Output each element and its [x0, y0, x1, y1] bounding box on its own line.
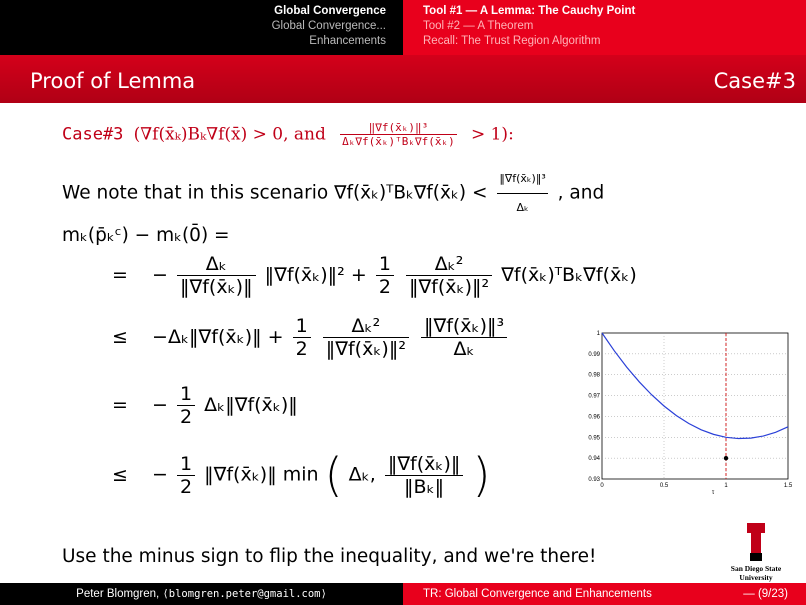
- top-navigation-bar: [0, 0, 806, 55]
- fraction: [421, 315, 507, 360]
- note-fraction: [497, 165, 547, 222]
- case-fraction: [340, 121, 457, 148]
- numerator: Δₖ: [177, 253, 256, 276]
- x-tick-label: 1.5: [783, 483, 793, 489]
- numerator: 1: [177, 453, 195, 476]
- numerator: Δₖ²: [323, 315, 409, 338]
- frame-tag: Case#3: [713, 69, 796, 93]
- fraction: [177, 253, 256, 298]
- section-link[interactable]: Global Convergence: [274, 5, 386, 17]
- case-condition-right: > 1):: [470, 124, 514, 145]
- minus-sign: −: [152, 394, 168, 416]
- y-tick-label: 0.96: [588, 414, 600, 421]
- equation-line-3: [112, 383, 298, 428]
- minus-sign: −: [152, 264, 168, 286]
- equation-line-4: [112, 448, 490, 502]
- footer-info: [403, 583, 806, 605]
- subsection-nav: [403, 0, 806, 55]
- subsection-link[interactable]: Tool #2 — A Theorem: [423, 20, 534, 32]
- relation-symbol: ≤: [112, 463, 128, 486]
- denominator: ‖∇f(x̄ₖ)‖: [180, 276, 253, 298]
- note-math: ∇f(x̄ₖ)ᵀBₖ∇f(x̄ₖ) <: [334, 182, 488, 204]
- term: ‖∇f(x̄ₖ)‖ min: [204, 463, 319, 486]
- subsection-link[interactable]: Recall: The Trust Region Algorithm: [423, 35, 601, 47]
- x-tick-label: 0.5: [659, 483, 669, 489]
- term: Δₖ,: [348, 463, 376, 486]
- y-tick-label: 0.94: [588, 456, 600, 463]
- denominator: Δₖ: [453, 338, 475, 360]
- case-heading: [62, 121, 514, 148]
- fraction: [323, 315, 409, 360]
- fraction: [385, 453, 464, 498]
- marker-point: [724, 456, 728, 460]
- y-tick-label: 0.99: [588, 351, 600, 358]
- denominator: 2: [295, 338, 308, 360]
- note-line-2: mₖ(p̄ₖᶜ) − mₖ(0̄) =: [62, 225, 230, 246]
- plot-frame: [602, 333, 788, 479]
- logo-base: [750, 553, 762, 561]
- closing-remark: Use the minus sign to flip the inequality, and we're there!: [62, 546, 597, 567]
- numerator: Δₖ²: [406, 253, 492, 276]
- numerator: 1: [376, 253, 394, 276]
- fraction: [376, 253, 394, 298]
- denominator: 2: [180, 406, 193, 428]
- fraction: [406, 253, 492, 298]
- relation-symbol: ≤: [112, 326, 128, 348]
- term: ‖∇f(x̄ₖ)‖² +: [264, 264, 367, 286]
- note-fraction-denominator: Δₖ: [516, 201, 529, 214]
- case-label: Case#3: [62, 124, 124, 145]
- denominator: ‖∇f(x̄ₖ)‖²: [325, 338, 406, 360]
- author-email[interactable]: ⟨blomgren.peter@gmail.com⟩: [162, 588, 327, 600]
- denominator: 2: [180, 475, 193, 498]
- right-paren: ): [472, 448, 491, 502]
- minus-sign: −: [152, 463, 168, 486]
- term: ∇f(x̄ₖ)ᵀBₖ∇f(x̄ₖ): [501, 264, 637, 286]
- relation-symbol: =: [112, 264, 128, 286]
- y-tick-label: 0.98: [588, 372, 600, 379]
- case-condition-left: (∇f(x̄ₖ)Bₖ∇f(x̄) > 0, and: [133, 124, 326, 145]
- y-tick-label: 1: [596, 331, 600, 337]
- note-fraction-numerator: ‖∇f(x̄ₖ)‖³: [497, 165, 547, 194]
- section-nav: [272, 4, 386, 49]
- logo-tower-icon: [747, 523, 765, 553]
- y-tick-label: 0.93: [588, 477, 600, 483]
- note-and: , and: [557, 182, 605, 204]
- x-tick-label: 0: [600, 483, 604, 489]
- section-link[interactable]: Global Convergence...: [271, 20, 386, 32]
- frame-title-bar: [0, 55, 806, 103]
- term: Δₖ‖∇f(x̄ₖ)‖: [204, 394, 298, 416]
- logo-line-1: San Diego State: [730, 564, 782, 573]
- footer-bar: [0, 583, 806, 605]
- equation-line-1: [112, 253, 637, 298]
- note-paragraph: [62, 165, 742, 250]
- left-paren: (: [324, 448, 343, 502]
- numerator: 1: [293, 315, 311, 338]
- author-name: Peter Blomgren,: [76, 588, 160, 600]
- numerator: ‖∇f(x̄ₖ)‖: [385, 453, 464, 476]
- equation-line-2: [112, 315, 510, 360]
- frame-title: Proof of Lemma: [30, 69, 196, 93]
- x-axis-label: τ: [711, 490, 715, 496]
- page-counter: — (9/23): [743, 588, 788, 600]
- note-text: We note that in this scenario: [62, 182, 329, 204]
- fraction: [177, 453, 195, 498]
- x-tick-label: 1: [724, 483, 728, 489]
- subsection-link[interactable]: Tool #1 — A Lemma: The Cauchy Point: [423, 5, 636, 17]
- term: −Δₖ‖∇f(x̄ₖ)‖ +: [152, 326, 284, 348]
- y-tick-label: 0.97: [588, 393, 600, 400]
- numerator: 1: [177, 383, 195, 406]
- case-fraction-numerator: ‖∇f(x̄ₖ)‖³: [340, 121, 457, 135]
- logo-line-2: University: [739, 573, 773, 582]
- numerator: ‖∇f(x̄ₖ)‖³: [421, 315, 507, 338]
- case-fraction-denominator: Δₖ∇f(x̄ₖ)ᵀBₖ∇f(x̄ₖ): [342, 135, 455, 148]
- fraction: [293, 315, 311, 360]
- relation-symbol: =: [112, 394, 128, 416]
- denominator: ‖Bₖ‖: [404, 475, 445, 498]
- denominator: ‖∇f(x̄ₖ)‖²: [408, 276, 490, 298]
- footer-author: [0, 583, 403, 605]
- section-link[interactable]: Enhancements: [309, 35, 386, 47]
- talk-title[interactable]: TR: Global Convergence and Enhancements: [423, 588, 652, 600]
- fraction: [177, 383, 195, 428]
- y-tick-label: 0.95: [588, 435, 600, 442]
- slide-content: [0, 103, 806, 583]
- denominator: 2: [378, 276, 391, 298]
- tau-plot: [584, 329, 794, 499]
- university-logo: [716, 521, 796, 583]
